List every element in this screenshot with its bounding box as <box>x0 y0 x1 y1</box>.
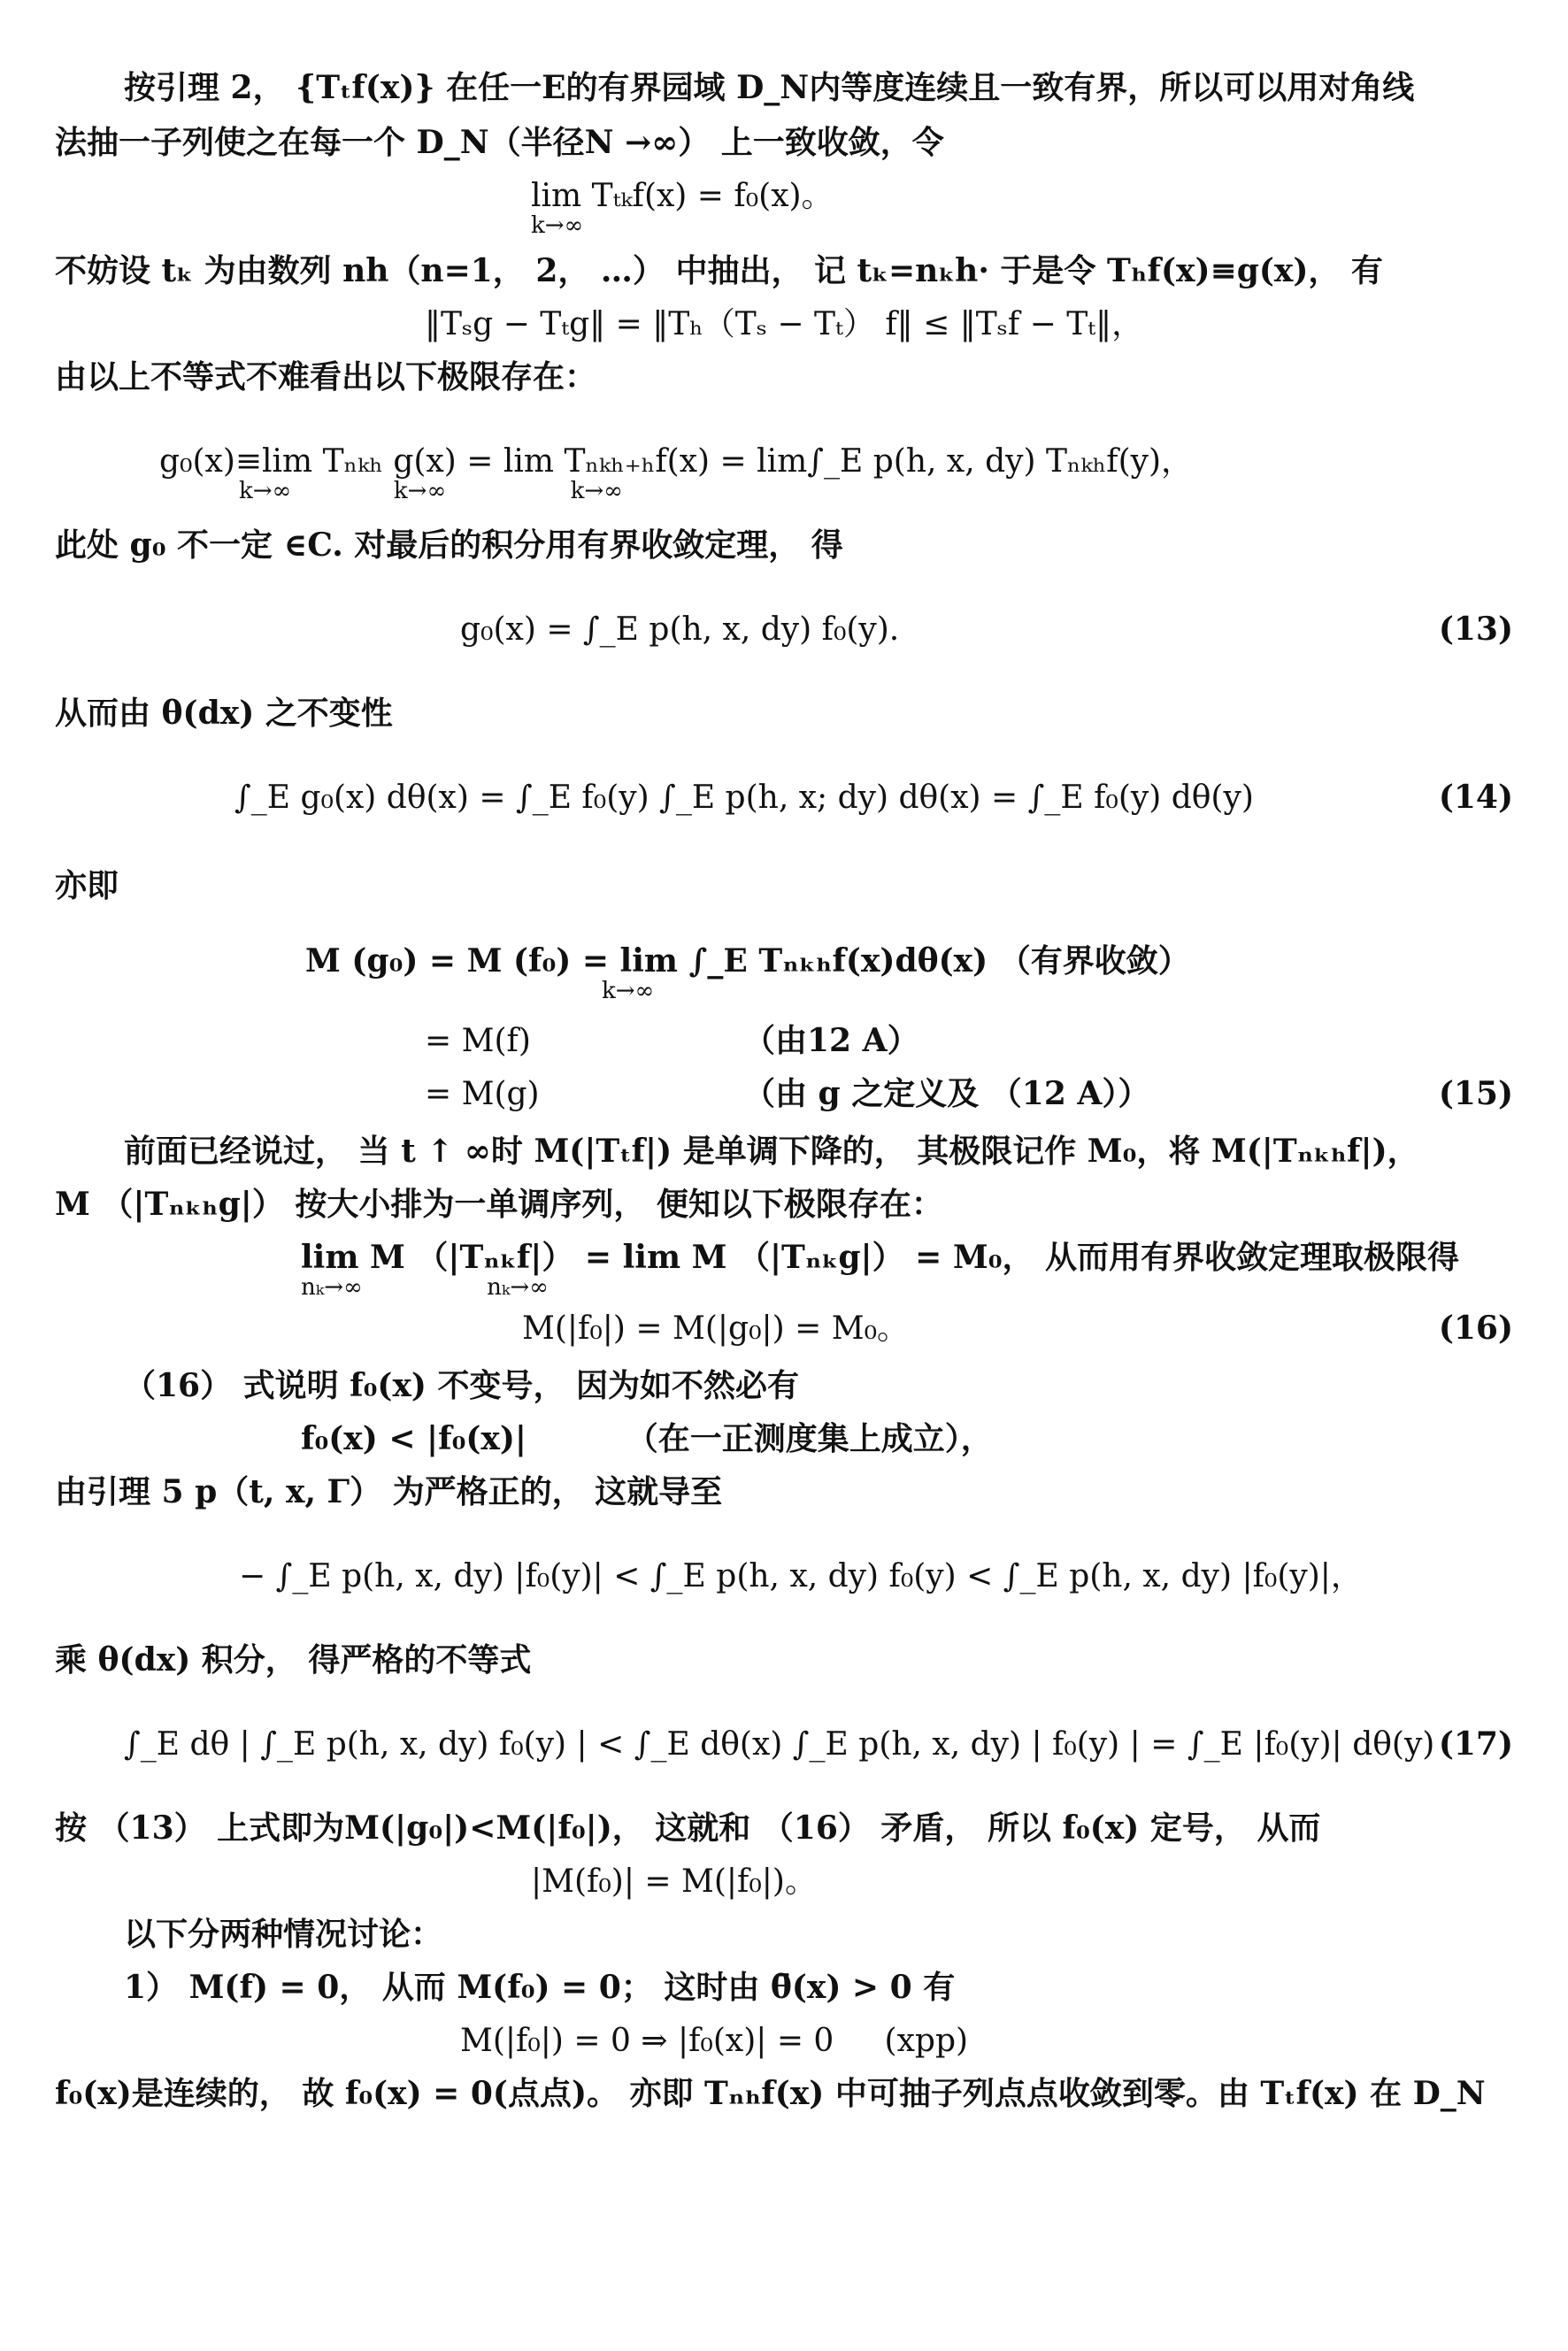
equation: ‖Tₛg − Tₜg‖ = ‖Tₕ（Tₛ − Tₜ） f‖ ≤ ‖Tₛf − Tₜ‖， <box>425 306 1144 342</box>
text-line: 此处 g₀ 不一定 ∈C. 对最后的积分用有界收敛定理， 得 <box>55 526 843 564</box>
text-line: 由以上不等式不难看出以下极限存在： <box>55 358 597 396</box>
text-line: 不妨设 tₖ 为由数列 nh（n=1， 2， …） 中抽出， 记 tₖ=nₖh· 于是令 Tₕf(x)≡g(x)， 有 <box>55 252 1383 289</box>
equation: lim M （|Tₙₖf|） = lim M （|Tₙₖg|） = M₀， 从而用有界收敛定理取极限得 <box>301 1239 1460 1276</box>
equation-subscript: k→∞ <box>531 212 584 239</box>
text-line: 前面已经说过， 当 t ↑ ∞时 M(|Tₜf|) 是单调下降的， 其极限记作 M₀，将 M(|Tₙₖₕf|)， <box>124 1133 1419 1170</box>
equation-note: （由12 A） <box>743 1022 919 1059</box>
text-line: 按引理 2， {Tₜf(x)} 在任一E的有界园域 D_N内等度连续且一致有界，所以可以用对角线 <box>124 69 1415 106</box>
equation: ∫_E g₀(x) dθ(x) = ∫_E f₀(y) ∫_E p(h, x; dy) dθ(x) = ∫_E f₀(y) dθ(y) <box>234 780 1254 816</box>
equation: = M(f) <box>425 1023 531 1059</box>
equation-subscript: k→∞ k→∞ k→∞ <box>239 478 623 504</box>
text-line: f₀(x)是连续的， 故 f₀(x) = 0(点点)。 亦即 Tₙₕf(x) 中可抽子列点点收敛到零。由 Tₜf(x) 在 D_N <box>55 2075 1486 2112</box>
equation: M(|f₀|) = 0 ⇒ |f₀(x)| = 0 (xpp) <box>460 2023 969 2059</box>
equation: M (g₀) = M (f₀) = lim ∫_E Tₙₖₕf(x)dθ(x) （有界收敛） <box>305 942 1190 980</box>
equation: lim Tₜₖf(x) = f₀(x)。 <box>531 178 834 214</box>
text-line: 亦即 <box>55 867 119 904</box>
equation-number: (17) <box>1438 1725 1513 1763</box>
text-line: 从而由 θ(dx) 之不变性 <box>55 695 393 732</box>
equation: M(|f₀|) = M(|g₀|) = M₀。 <box>522 1310 910 1347</box>
equation: g₀(x) = ∫_E p(h, x, dy) f₀(y). <box>460 611 900 648</box>
text-line: 以下分两种情况讨论： <box>124 1916 443 1953</box>
text-line: 按 （13） 上式即为M(|g₀|)<M(|f₀|)， 这就和 （16） 矛盾， 所以 f₀(x) 定号， 从而 <box>55 1809 1321 1847</box>
equation-number: (15) <box>1438 1075 1513 1112</box>
equation: f₀(x) < |f₀(x)| （在一正测度集上成立）， <box>301 1420 993 1457</box>
equation-number: (13) <box>1438 611 1513 648</box>
equation: − ∫_E p(h, x, dy) |f₀(y)| < ∫_E p(h, x, dy) f₀(y) < ∫_E p(h, x, dy) |f₀(y)|， <box>239 1558 1363 1594</box>
text-line: 1） M(f) = 0， 从而 M(f₀) = 0； 这时由 θ̄(x) > 0 有 <box>124 1969 956 2006</box>
equation: g₀(x)≡lim Tₙₖₕ g(x) = lim Tₙₖₕ₊ₕf(x) = lim∫_E p(h, x, dy) Tₙₖₕf(y)， <box>159 443 1194 480</box>
equation: = M(g) <box>425 1076 540 1112</box>
text-line: 法抽一子列使之在每一个 D_N（半径N →∞） 上一致收敛，令 <box>55 124 944 161</box>
text-line: M （|Tₙₖₕg|） 按大小排为一单调序列， 便知以下极限存在： <box>55 1186 943 1223</box>
equation-subscript: k→∞ <box>602 978 655 1004</box>
text-line: 由引理 5 p（t, x, Γ） 为严格正的， 这就导至 <box>55 1473 723 1510</box>
equation-number: (14) <box>1438 779 1513 816</box>
text-line: （16） 式说明 f₀(x) 不变号， 因为如不然必有 <box>124 1367 800 1404</box>
equation-number: (16) <box>1438 1310 1513 1347</box>
text-line: 乘 θ(dx) 积分， 得严格的不等式 <box>55 1641 532 1679</box>
equation-note: （由 g 之定义及 （12 A）） <box>743 1075 1150 1112</box>
equation-subscript: nₖ→∞ nₖ→∞ <box>301 1274 549 1301</box>
equation: ∫_E dθ | ∫_E p(h, x, dy) f₀(y) | < ∫_E dθ(x) ∫_E p(h, x, dy) | f₀(y) | = ∫_E |f₀(y)| dθ(y) <box>124 1726 1435 1763</box>
equation: |M(f₀)| = M(|f₀|)。 <box>531 1863 817 1900</box>
